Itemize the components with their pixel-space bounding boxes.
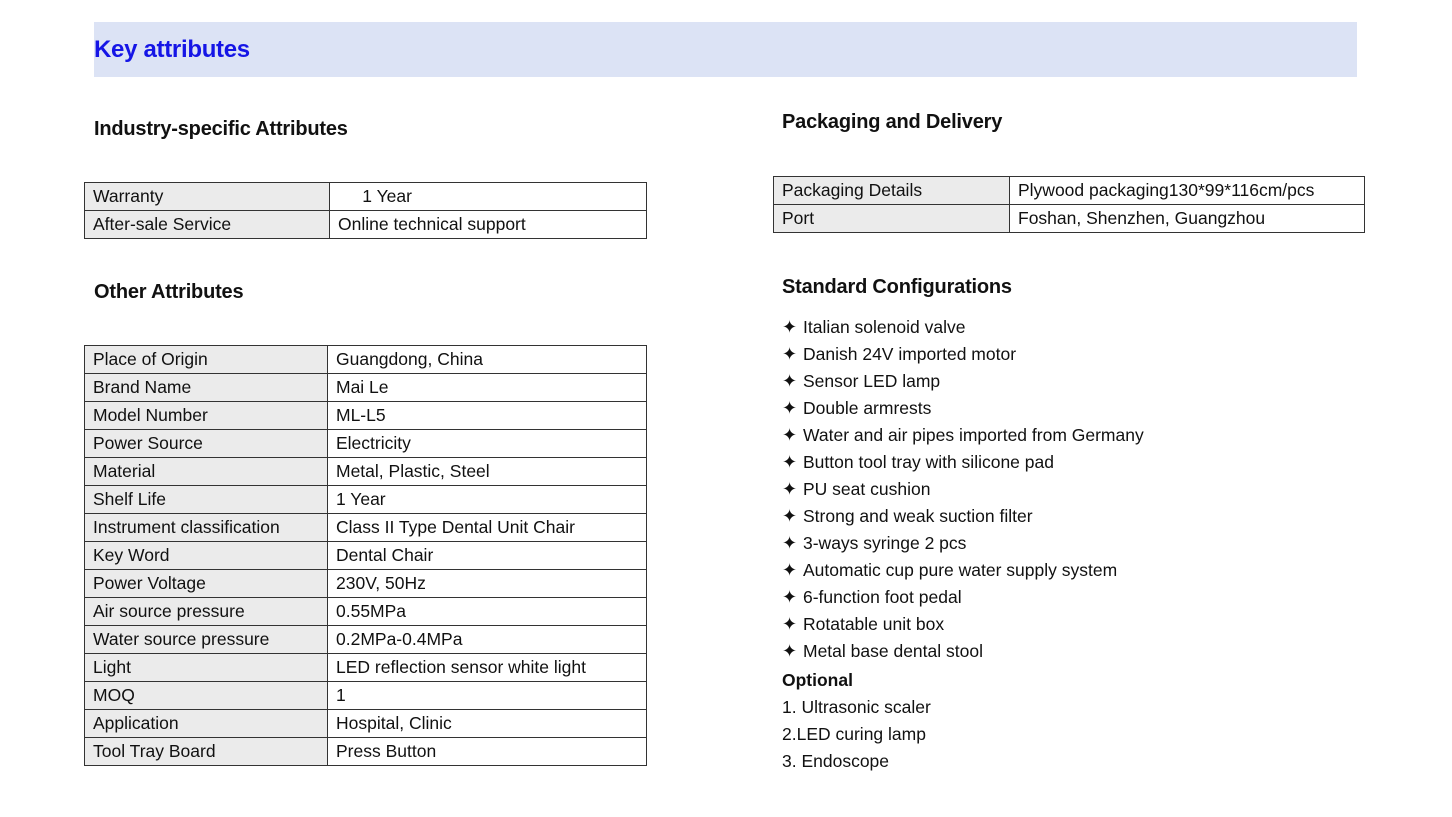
attribute-key: Shelf Life xyxy=(85,486,328,514)
list-item-text: Strong and weak suction filter xyxy=(803,506,1033,526)
list-item xyxy=(782,422,1144,449)
list-item-text: Sensor LED lamp xyxy=(803,371,941,391)
list-item-text: Danish 24V imported motor xyxy=(803,344,1017,364)
star-bullet-icon: ✦ xyxy=(782,614,798,634)
attribute-key: Power Voltage xyxy=(85,570,328,598)
list-item xyxy=(782,638,1144,665)
table-row xyxy=(774,205,1365,233)
attribute-key: Port xyxy=(774,205,1010,233)
standard-configurations-heading: Standard Configurations xyxy=(782,276,1012,298)
other-attributes-table xyxy=(84,345,647,766)
attribute-value: Guangdong, China xyxy=(328,346,647,374)
packaging-heading: Packaging and Delivery xyxy=(782,111,1003,133)
table-row xyxy=(85,402,647,430)
list-item-text: 6-function foot pedal xyxy=(803,587,962,607)
attribute-key: MOQ xyxy=(85,682,328,710)
list-item xyxy=(782,341,1144,368)
attribute-value: 1 Year xyxy=(330,183,647,211)
star-bullet-icon: ✦ xyxy=(782,452,798,472)
industry-attributes-heading: Industry-specific Attributes xyxy=(94,118,348,140)
table-row xyxy=(85,430,647,458)
optional-heading: Optional xyxy=(782,670,853,690)
list-item-text: PU seat cushion xyxy=(803,479,931,499)
list-item-text: Metal base dental stool xyxy=(803,641,983,661)
table-row xyxy=(85,486,647,514)
star-bullet-icon: ✦ xyxy=(782,533,798,553)
table-row xyxy=(85,738,647,766)
attribute-value: Metal, Plastic, Steel xyxy=(328,458,647,486)
list-item: 2.LED curing lamp xyxy=(782,724,926,744)
list-item-text: Italian solenoid valve xyxy=(803,317,966,337)
table-row xyxy=(85,458,647,486)
attribute-value: Class II Type Dental Unit Chair xyxy=(328,514,647,542)
attribute-value: Online technical support xyxy=(330,211,647,239)
attribute-key: Tool Tray Board xyxy=(85,738,328,766)
table-row xyxy=(85,183,647,211)
table-row xyxy=(85,211,647,239)
list-item xyxy=(782,449,1144,476)
list-item xyxy=(782,530,1144,557)
attribute-value: 1 xyxy=(328,682,647,710)
attribute-key: Packaging Details xyxy=(774,177,1010,205)
list-item-text: Water and air pipes imported from Germany xyxy=(803,425,1144,445)
star-bullet-icon: ✦ xyxy=(782,371,798,391)
attribute-value: Foshan, Shenzhen, Guangzhou xyxy=(1010,205,1365,233)
optional-list xyxy=(782,694,931,775)
list-item xyxy=(782,368,1144,395)
list-item-text: Rotatable unit box xyxy=(803,614,945,634)
table-row xyxy=(774,177,1365,205)
attribute-key: Model Number xyxy=(85,402,328,430)
star-bullet-icon: ✦ xyxy=(782,587,798,607)
list-item xyxy=(782,503,1144,530)
list-item xyxy=(782,314,1144,341)
attribute-key: Application xyxy=(85,710,328,738)
list-item: 3. Endoscope xyxy=(782,751,890,771)
list-item-text: 3-ways syringe 2 pcs xyxy=(803,533,967,553)
attribute-key: Light xyxy=(85,654,328,682)
attribute-key: Water source pressure xyxy=(85,626,328,654)
list-item xyxy=(782,395,1144,422)
attribute-value: 0.55MPa xyxy=(328,598,647,626)
table-row xyxy=(85,514,647,542)
star-bullet-icon: ✦ xyxy=(782,479,798,499)
star-bullet-icon: ✦ xyxy=(782,506,798,526)
table-row xyxy=(85,710,647,738)
attribute-key: Brand Name xyxy=(85,374,328,402)
attribute-key: Key Word xyxy=(85,542,328,570)
attribute-key: Place of Origin xyxy=(85,346,328,374)
attribute-value: Electricity xyxy=(328,430,647,458)
table-row xyxy=(85,654,647,682)
list-item xyxy=(782,611,1144,638)
attribute-value: Hospital, Clinic xyxy=(328,710,647,738)
attribute-value: LED reflection sensor white light xyxy=(328,654,647,682)
star-bullet-icon: ✦ xyxy=(782,344,798,364)
industry-attributes-table xyxy=(84,182,647,239)
key-attributes-banner xyxy=(94,22,1357,77)
attribute-value: Mai Le xyxy=(328,374,647,402)
star-bullet-icon: ✦ xyxy=(782,425,798,445)
list-item xyxy=(782,557,1144,584)
list-item xyxy=(782,476,1144,503)
attribute-key: Warranty xyxy=(85,183,330,211)
attribute-value: Dental Chair xyxy=(328,542,647,570)
packaging-table xyxy=(773,176,1365,233)
table-row xyxy=(85,598,647,626)
list-item: 1. Ultrasonic scaler xyxy=(782,697,931,717)
table-row xyxy=(85,570,647,598)
table-row xyxy=(85,682,647,710)
attribute-value: Plywood packaging130*99*116cm/pcs xyxy=(1010,177,1365,205)
list-item-text: Button tool tray with silicone pad xyxy=(803,452,1054,472)
standard-configurations-list xyxy=(782,314,1144,665)
other-attributes-heading: Other Attributes xyxy=(94,281,244,303)
attribute-key: After-sale Service xyxy=(85,211,330,239)
attribute-value: Press Button xyxy=(328,738,647,766)
list-item xyxy=(782,584,1144,611)
attribute-value: 0.2MPa-0.4MPa xyxy=(328,626,647,654)
page-title: Key attributes xyxy=(94,36,250,63)
star-bullet-icon: ✦ xyxy=(782,398,798,418)
attribute-value: 230V, 50Hz xyxy=(328,570,647,598)
list-item-text: Automatic cup pure water supply system xyxy=(803,560,1118,580)
list-item-text: Double armrests xyxy=(803,398,932,418)
table-row xyxy=(85,346,647,374)
attribute-value: ML-L5 xyxy=(328,402,647,430)
attribute-key: Material xyxy=(85,458,328,486)
table-row xyxy=(85,374,647,402)
attribute-value: 1 Year xyxy=(328,486,647,514)
table-row xyxy=(85,626,647,654)
attribute-key: Air source pressure xyxy=(85,598,328,626)
table-row xyxy=(85,542,647,570)
attribute-key: Instrument classification xyxy=(85,514,328,542)
star-bullet-icon: ✦ xyxy=(782,560,798,580)
star-bullet-icon: ✦ xyxy=(782,317,798,337)
attribute-key: Power Source xyxy=(85,430,328,458)
star-bullet-icon: ✦ xyxy=(782,641,798,661)
